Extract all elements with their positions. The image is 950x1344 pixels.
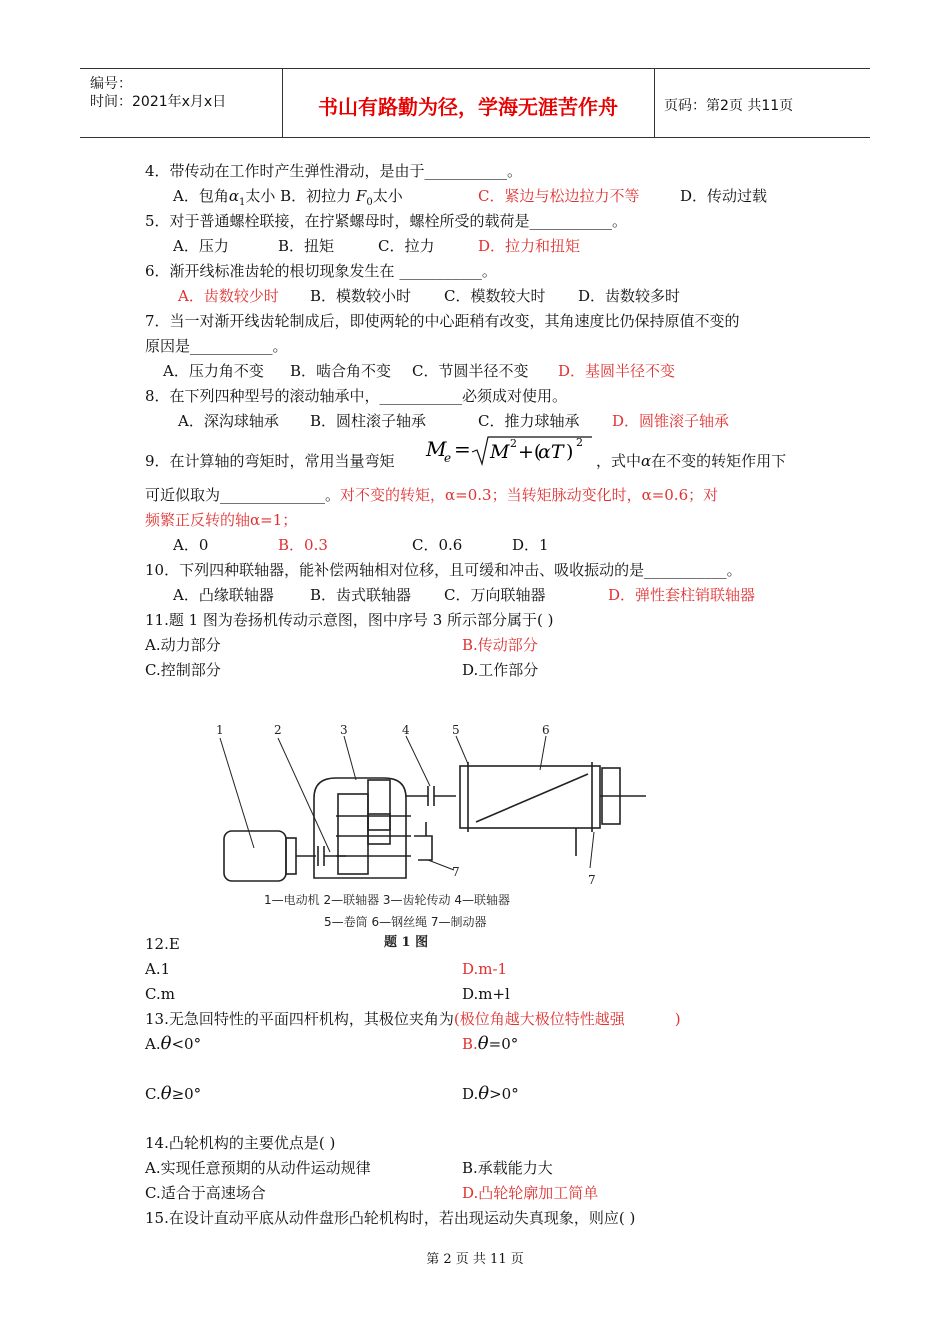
number-label: 编号： <box>90 76 132 92</box>
question-5-option-b: B．扭矩 <box>278 237 335 255</box>
figure-legend-row2: 5—卷筒 6—钢丝绳 7—制动器 <box>324 915 487 929</box>
question-7: 7．当一对渐开线齿轮制成后，即使两轮的中心距稍有改变，其角速度比仍保持原值不变的 <box>145 312 740 330</box>
question-8-option-b: B．圆柱滚子轴承 <box>310 412 427 430</box>
question-9: 9．在计算轴的弯矩时，常用当量弯矩 <box>145 452 395 470</box>
page-footer: 第 2 页 共 11 页 <box>426 1252 524 1267</box>
figure-number-5: 5 <box>452 723 460 737</box>
question-7-option-b: B．啮合角不变 <box>290 362 392 380</box>
question-6-option-b: B．模数较小时 <box>310 287 412 305</box>
question-14-option-a: A.实现任意预期的从动件运动规律 <box>145 1159 371 1177</box>
winch-diagram <box>206 718 646 950</box>
question-9-option-b: B．0.3 <box>278 536 328 554</box>
motto: 书山有路勤为径，学海无涯苦作舟 <box>318 95 618 119</box>
question-5-option-a: A．压力 <box>173 237 229 255</box>
motor-end <box>286 838 296 874</box>
question-6: 6．渐开线标准齿轮的根切现象发生在 ___________。 <box>145 262 497 280</box>
question-7-option-c: C．节圆半径不变 <box>412 362 529 380</box>
question-12-option-c: C.m <box>145 985 175 1003</box>
question-5-option-d: D．拉力和扭矩 <box>478 237 581 255</box>
question-14-option-b: B.承载能力大 <box>462 1159 553 1177</box>
svg-text:M: M <box>490 441 510 463</box>
question-4: 4．带传动在工作时产生弹性滑动，是由于___________。 <box>145 162 523 180</box>
question-6-option-d: D．齿数较多时 <box>578 287 681 305</box>
question-13-option-c: C.θ≥0° <box>145 1083 202 1104</box>
equivalent-moment-formula <box>424 434 594 470</box>
drum-shape <box>460 766 600 828</box>
question-7-cont: 原因是___________。 <box>145 337 288 355</box>
figure-number-6: 6 <box>542 723 550 737</box>
svg-text:2: 2 <box>510 437 517 450</box>
time-label: 时间：2021年x月x日 <box>90 94 227 110</box>
question-13-option-a: A.θ<0° <box>145 1033 202 1054</box>
question-5: 5．对于普通螺栓联接，在拧紧螺母时，螺栓所受的载荷是___________。 <box>145 212 628 230</box>
question-10-option-d: D．弹性套柱销联轴器 <box>608 586 756 604</box>
question-9-tail: ，式中α在不变的转矩作用下 <box>596 452 787 470</box>
gearbox-shape <box>314 778 406 878</box>
question-7-option-d: D．基圆半径不变 <box>558 362 676 380</box>
figure-number-4: 4 <box>402 723 410 737</box>
question-13-option-d: D.θ>0° <box>462 1083 519 1104</box>
winch-transmission-figure <box>206 718 646 950</box>
svg-text:2: 2 <box>576 436 583 449</box>
question-8: 8．在下列四种型号的滚动轴承中，___________必须成对使用。 <box>145 387 568 405</box>
question-11-option-d: D.工作部分 <box>462 661 539 679</box>
question-11: 11.题 1 图为卷扬机传动示意图，图中序号 3 所示部分属于( ) <box>145 611 554 629</box>
question-6-option-a: A．齿数较少时 <box>178 287 279 305</box>
page-info: 页码：第2页 共11页 <box>664 98 794 114</box>
svg-text:M: M <box>426 437 447 461</box>
question-13: 13.无急回特性的平面四杆机构，其极位夹角为(极位角越大极位特性越强 ) <box>145 1010 681 1028</box>
motor-shape <box>224 831 286 881</box>
question-15: 15.在设计直动平底从动件盘形凸轮机构时，若出现运动失真现象，则应( ) <box>145 1209 636 1227</box>
question-9-answer: 频繁正反转的轴α=1； <box>145 511 298 529</box>
figure-number-2: 2 <box>274 723 282 737</box>
question-12: 12.E <box>145 935 180 953</box>
svg-text:): ) <box>566 441 574 463</box>
question-10-option-b: B．齿式联轴器 <box>310 586 412 604</box>
svg-text:+(: +( <box>518 441 542 463</box>
question-11-option-c: C.控制部分 <box>145 661 221 679</box>
question-7-option-a: A．压力角不变 <box>163 362 264 380</box>
svg-text:e: e <box>444 451 452 465</box>
question-4-option-a: A．包角$\alpha_1$太小 B．初拉力 $F_0$太小 <box>173 187 403 208</box>
question-14-option-c: C.适合于高速场合 <box>145 1184 266 1202</box>
question-6-option-c: C．模数较大时 <box>444 287 546 305</box>
figure-number-7b: 7 <box>588 873 596 887</box>
figure-caption: 题 1 图 <box>384 935 429 950</box>
question-4-option-c: C．紧边与松边拉力不等 <box>478 187 640 205</box>
svg-text:αT: αT <box>538 441 564 463</box>
question-8-option-a: A．深沟球轴承 <box>178 412 279 430</box>
figure-number-3: 3 <box>340 723 348 737</box>
question-10: 10．下列四种联轴器，能补偿两轴相对位移，且可缓和冲击、吸收振动的是___________。 <box>145 561 742 579</box>
question-4-option-d: D．传动过载 <box>680 187 768 205</box>
question-9-cont: 可近似取为______________。对不变的转矩，α=0.3；当转矩脉动变化时，α=0.6；对 <box>145 486 719 504</box>
question-13-option-b: B.θ=0° <box>462 1033 519 1054</box>
question-8-option-c: C．推力球轴承 <box>478 412 580 430</box>
figure-number-1: 1 <box>216 723 224 737</box>
question-12-option-d: D.m+l <box>462 985 510 1003</box>
header-divider <box>654 69 655 137</box>
figure-legend-row1: 1—电动机 2—联轴器 3—齿轮传动 4—联轴器 <box>264 893 510 907</box>
svg-text:=: = <box>454 437 471 461</box>
question-9-option-a: A．0 <box>173 536 209 554</box>
question-9-option-c: C．0.6 <box>412 536 463 554</box>
question-10-option-a: A．凸缘联轴器 <box>173 586 274 604</box>
question-8-option-d: D．圆锥滚子轴承 <box>612 412 730 430</box>
question-10-option-c: C．万向联轴器 <box>444 586 546 604</box>
question-11-option-b: B.传动部分 <box>462 636 538 654</box>
question-12-option-a: A.1 <box>145 960 171 978</box>
figure-number-7: 7 <box>452 865 460 879</box>
question-9-option-d: D．1 <box>512 536 549 554</box>
question-12-option-b: D.m-1 <box>462 960 508 978</box>
question-11-option-a: A.动力部分 <box>145 636 221 654</box>
question-5-option-c: C．拉力 <box>378 237 435 255</box>
question-14-option-d: D.凸轮轮廓加工简单 <box>462 1184 599 1202</box>
question-14: 14.凸轮机构的主要优点是( ) <box>145 1134 336 1152</box>
